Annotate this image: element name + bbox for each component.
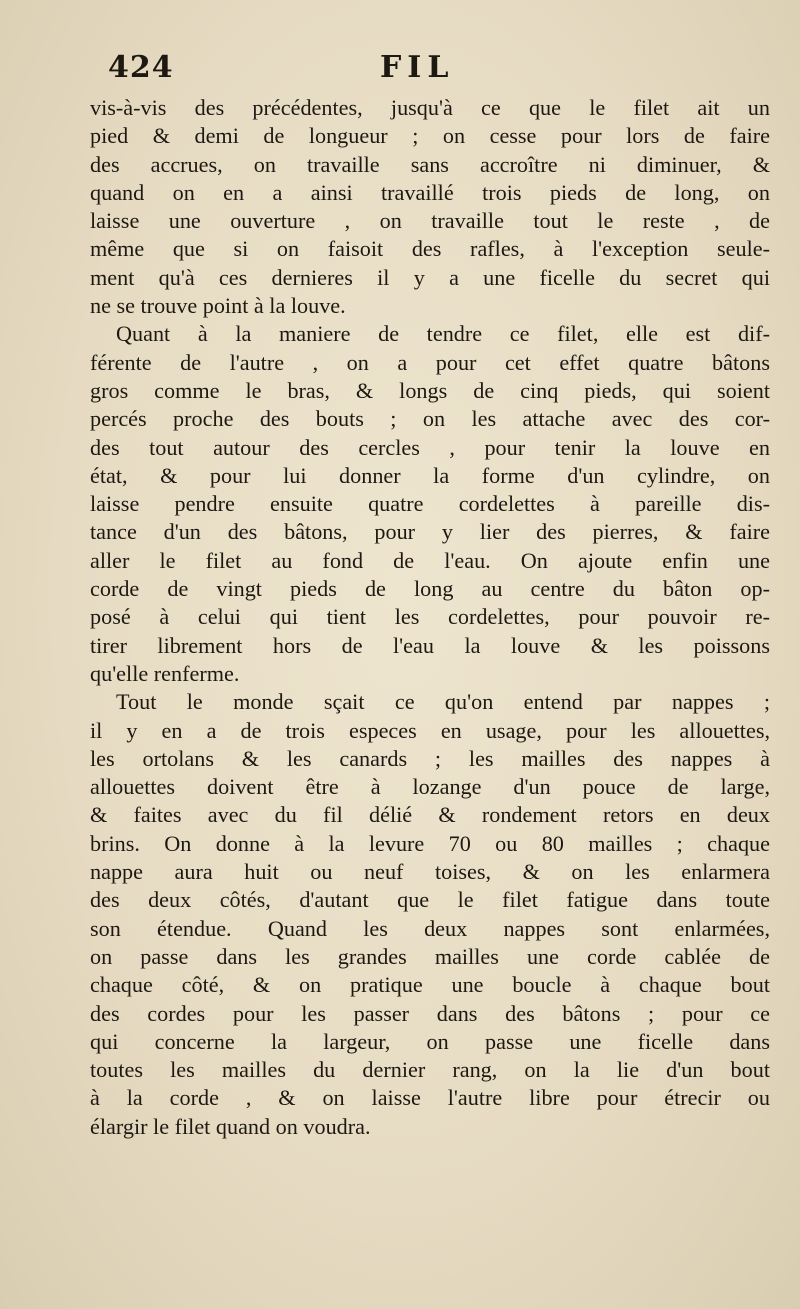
text-line: percés proche des bouts ; on les attache avec des cor- bbox=[90, 406, 770, 432]
text-line: tirer librement hors de l'eau la louve & les poissons bbox=[90, 632, 770, 658]
text-line: qu'elle renferme. bbox=[90, 660, 240, 686]
text-line: brins. On donne à la levure 70 ou 80 mailles ; chaque bbox=[90, 830, 770, 856]
text-line: Quant à la maniere de tendre ce filet, elle est dif- bbox=[116, 321, 770, 347]
text-line: même que si on faisoit des rafles, à l'exception seule- bbox=[90, 236, 770, 262]
text-line: les ortolans & les canards ; les mailles des nappes à bbox=[90, 745, 770, 771]
text-line: tance d'un des bâtons, pour y lier des pierres, & faire bbox=[90, 519, 770, 545]
text-line: férente de l'autre , on a pour cet effet quatre bâtons bbox=[90, 349, 770, 375]
text-line: corde de vingt pieds de long au centre du bâton op- bbox=[90, 576, 770, 602]
text-line: aller le filet au fond de l'eau. On ajoute enfin une bbox=[90, 547, 770, 573]
text-line: état, & pour lui donner la forme d'un cylindre, on bbox=[90, 462, 770, 488]
paragraph bbox=[90, 320, 770, 688]
text-line: ment qu'à ces dernieres il y a une ficelle du secret qui bbox=[90, 264, 770, 290]
text-line: laisse une ouverture , on travaille tout le reste , de bbox=[90, 208, 770, 234]
text-line: allouettes doivent être à lozange d'un pouce de large, bbox=[90, 774, 770, 800]
text-line: gros comme le bras, & longs de cinq pieds, qui soient bbox=[90, 377, 770, 403]
page-header bbox=[108, 50, 708, 96]
text-line: à la corde , & on laisse l'autre libre pour étrecir ou bbox=[90, 1085, 770, 1111]
text-line: son étendue. Quand les deux nappes sont enlarmées, bbox=[90, 915, 770, 941]
text-line: quand on en a ainsi travaillé trois pieds de long, on bbox=[90, 179, 770, 205]
page-number: 424 bbox=[108, 50, 174, 85]
text-line: des tout autour des cercles , pour tenir la louve en bbox=[90, 434, 770, 460]
text-line: des deux côtés, d'autant que le filet fatigue dans toute bbox=[90, 887, 770, 913]
text-line: des accrues, on travaille sans accroître ni diminuer, & bbox=[90, 151, 770, 177]
text-line: Tout le monde sçait ce qu'on entend par nappes ; bbox=[116, 689, 770, 715]
text-line: laisse pendre ensuite quatre cordelettes à pareille dis- bbox=[90, 491, 770, 517]
paragraph bbox=[90, 688, 770, 1141]
running-head: FIL bbox=[380, 50, 455, 85]
text-line: ne se trouve point à la louve. bbox=[90, 293, 346, 319]
body-text bbox=[90, 94, 770, 1141]
text-line: pied & demi de longueur ; on cesse pour lors de faire bbox=[90, 123, 770, 149]
text-line: des cordes pour les passer dans des bâtons ; pour ce bbox=[90, 1000, 770, 1026]
text-line: nappe aura huit ou neuf toises, & on les enlarmera bbox=[90, 859, 770, 885]
text-line: il y en a de trois especes en usage, pour les allouettes, bbox=[90, 717, 770, 743]
paragraph bbox=[90, 94, 770, 320]
text-line: & faites avec du fil délié & rondement retors en deux bbox=[90, 802, 770, 828]
text-line: toutes les mailles du dernier rang, on la lie d'un bout bbox=[90, 1057, 770, 1083]
text-line: élargir le filet quand on voudra. bbox=[90, 1113, 371, 1139]
text-line: vis-à-vis des précédentes, jusqu'à ce que le filet ait un bbox=[90, 95, 770, 120]
text-line: chaque côté, & on pratique une boucle à chaque bout bbox=[90, 972, 770, 998]
text-line: on passe dans les grandes mailles une corde cablée de bbox=[90, 943, 770, 969]
text-line: posé à celui qui tient les cordelettes, pour pouvoir re- bbox=[90, 604, 770, 630]
text-line: qui concerne la largeur, on passe une ficelle dans bbox=[90, 1028, 770, 1054]
